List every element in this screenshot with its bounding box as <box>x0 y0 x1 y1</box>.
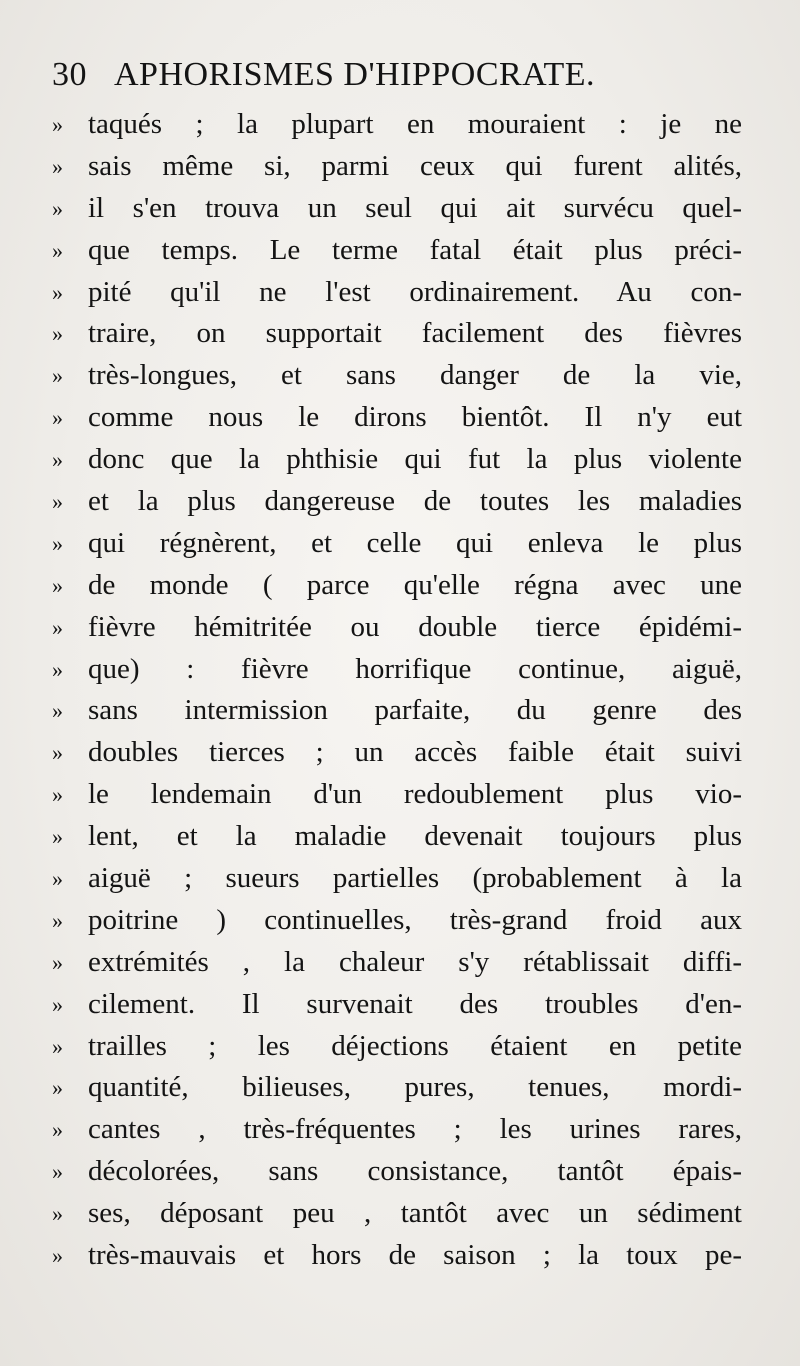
line-text: fièvre hémitritée ou double tierce épidémi- <box>88 610 742 643</box>
quote-mark: » <box>52 656 63 682</box>
quote-mark: » <box>52 991 63 1017</box>
text-line <box>52 523 742 565</box>
line-text: décolorées, sans consistance, tantôt épais- <box>88 1155 742 1188</box>
quote-mark: » <box>52 405 63 431</box>
quote-mark: » <box>52 321 63 347</box>
page-title: APHORISMES D'HIPPOCRATE. <box>114 56 595 93</box>
quote-mark: » <box>52 698 63 724</box>
quote-mark: » <box>52 363 63 389</box>
line-text: taqués ; la plupart en mouraient : je ne <box>88 108 742 140</box>
quote-mark: » <box>52 195 63 221</box>
text-line <box>52 1109 742 1151</box>
text-line <box>52 942 742 984</box>
text-line <box>52 816 742 858</box>
text-line <box>52 1067 742 1109</box>
quote-mark: » <box>52 614 63 640</box>
quote-mark: » <box>52 907 63 933</box>
line-text: qui régnèrent, et celle qui enleva le plus <box>88 526 742 559</box>
text-line <box>52 900 742 942</box>
line-text: donc que la phthisie qui fut la plus violente <box>88 443 742 476</box>
text-line <box>52 732 742 774</box>
text-line <box>52 397 742 439</box>
text-line <box>52 272 742 314</box>
line-text: poitrine ) continuelles, très-grand froid aux <box>88 903 742 936</box>
text-line <box>52 230 742 272</box>
quote-mark: » <box>52 530 63 556</box>
text-line <box>52 774 742 816</box>
quote-mark: » <box>52 782 63 808</box>
quote-mark: » <box>52 1075 63 1101</box>
quote-mark: » <box>52 1243 63 1269</box>
quote-mark: » <box>52 866 63 892</box>
quote-mark: » <box>52 1201 63 1227</box>
line-text: doubles tierces ; un accès faible était suivi <box>88 736 742 769</box>
line-text: quantité, bilieuses, pures, tenues, mordi- <box>88 1071 742 1104</box>
line-text: il s'en trouva un seul qui ait survécu quel- <box>88 191 742 224</box>
quote-mark: » <box>52 1159 63 1185</box>
quote-mark: » <box>52 1117 63 1143</box>
text-line <box>52 104 742 146</box>
line-text: sais même si, parmi ceux qui furent alités, <box>88 149 742 182</box>
quote-mark: » <box>52 153 63 179</box>
text-line <box>52 565 742 607</box>
text-line <box>52 1193 742 1235</box>
text-line <box>52 858 742 900</box>
line-text: le lendemain d'un redoublement plus vio- <box>88 778 742 811</box>
quote-mark: » <box>52 112 63 137</box>
line-text: et la plus dangereuse de toutes les maladies <box>88 485 742 518</box>
quote-mark: » <box>52 949 63 975</box>
running-head <box>52 50 752 100</box>
quote-mark: » <box>52 237 63 263</box>
line-text: lent, et la maladie devenait toujours plus <box>88 820 742 853</box>
line-text: extrémités , la chaleur s'y rétablissait diffi- <box>88 945 742 978</box>
text-line <box>52 607 742 649</box>
text-line <box>52 649 742 691</box>
quote-mark: » <box>52 824 63 850</box>
quote-mark: » <box>52 279 63 305</box>
quote-mark: » <box>52 1033 63 1059</box>
line-text: aiguë ; sueurs partielles (probablement à la <box>88 862 742 895</box>
line-text: cilement. Il survenait des troubles d'en- <box>88 987 742 1020</box>
text-line <box>52 690 742 732</box>
line-text: très-longues, et sans danger de la vie, <box>88 359 742 392</box>
line-text: de monde ( parce qu'elle régna avec une <box>88 568 742 601</box>
line-text: sans intermission parfaite, du genre des <box>88 694 742 727</box>
text-line <box>52 188 742 230</box>
text-line <box>52 984 742 1026</box>
text-line <box>52 146 742 188</box>
line-text: que temps. Le terme fatal était plus préci- <box>88 233 742 266</box>
quote-mark: » <box>52 740 63 766</box>
text-line <box>52 1026 742 1068</box>
line-text: trailles ; les déjections étaient en petite <box>88 1029 742 1062</box>
text-line <box>52 481 742 523</box>
line-text: très-mauvais et hors de saison ; la toux pe- <box>88 1239 742 1272</box>
text-line <box>52 1151 742 1193</box>
text-line <box>52 1235 742 1277</box>
line-text: pité qu'il ne l'est ordinairement. Au con- <box>88 275 742 308</box>
quote-mark: » <box>52 489 63 515</box>
line-text: ses, déposant peu , tantôt avec un sédiment <box>88 1197 742 1230</box>
page-number: 30 <box>52 56 87 93</box>
line-text: cantes , très-fréquentes ; les urines rares, <box>88 1113 742 1146</box>
text-line <box>52 313 742 355</box>
body-text <box>52 104 742 1277</box>
quote-mark: » <box>52 447 63 473</box>
quote-mark: » <box>52 572 63 598</box>
text-line <box>52 355 742 397</box>
line-text: traire, on supportait facilement des fièvres <box>88 317 742 350</box>
text-line <box>52 439 742 481</box>
line-text: comme nous le dirons bientôt. Il n'y eut <box>88 401 742 434</box>
line-text: que) : fièvre horrifique continue, aiguë, <box>88 652 742 685</box>
